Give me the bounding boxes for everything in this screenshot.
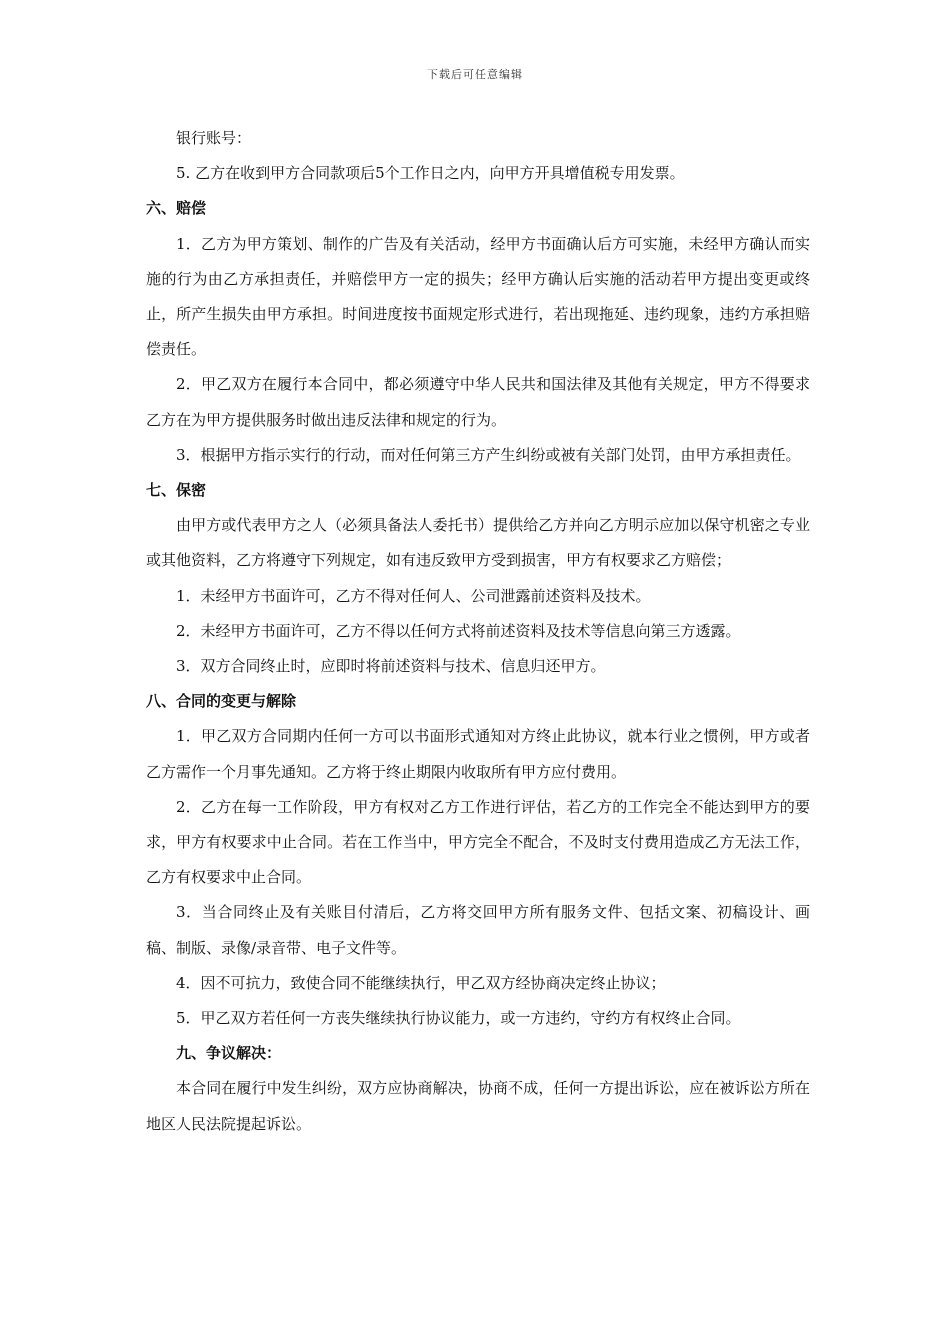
paragraph: 4．因不可抗力，致使合同不能继续执行，甲乙双方经协商决定终止协议； [176,973,666,992]
section-heading: 七、保密 [146,481,207,500]
paragraph: 银行账号： [176,129,252,147]
paragraph: 5. 乙方在收到甲方合同款项后5个工作日之内，向甲方开具增值税专用发票。 [176,164,685,183]
document-body [146,121,810,1142]
paragraph: 1．乙方为甲方策划、制作的广告及有关活动，经甲方书面确认后方可实施，未经甲方确认而实施的行为由乙方承担责任，并赔偿甲方一定的损失；经甲方确认后实施的活动若甲方提出变更或终止，所产生损失由甲方承担。时间进度按书面规定形式进行，若出现拖延、违约现象，违约方承担赔偿责任。 [146,234,810,359]
paragraph: 3．当合同终止及有关账目付清后，乙方将交回甲方所有服务文件、包括文案、初稿设计、画稿、制版、录像/录音带、电子文件等。 [146,903,810,957]
section-heading: 六、赔偿 [146,199,207,218]
paragraph: 1．未经甲方书面许可，乙方不得对任何人、公司泄露前述资料及技术。 [176,586,651,605]
section-heading: 九、争议解决： [176,1044,282,1063]
paragraph: 3．根据甲方指示实行的行动，而对任何第三方产生纠纷或被有关部门处罚，由甲方承担责任。 [176,445,801,464]
paragraph: 由甲方或代表甲方之人（必须具备法人委托书）提供给乙方并向乙方明示应加以保守机密之专业或其他资料，乙方将遵守下列规定，如有违反致甲方受到损害，甲方有权要求乙方赔偿； [146,516,810,570]
section-heading: 八、合同的变更与解除 [146,692,297,711]
paragraph: 2．乙方在每一工作阶段，甲方有权对乙方工作进行评估，若乙方的工作完全不能达到甲方的要求，甲方有权要求中止合同。若在工作当中，甲方完全不配合，不及时支付费用造成乙方无法工作，乙方有权要求中止合同。 [146,797,810,887]
paragraph: 2．甲乙双方在履行本合同中，都必须遵守中华人民共和国法律及其他有关规定，甲方不得要求乙方在为甲方提供服务时做出违反法律和规定的行为。 [146,375,810,429]
paragraph: 1．甲乙双方合同期内任何一方可以书面形式通知对方终止此协议，就本行业之惯例，甲方或者乙方需作一个月事先通知。乙方将于终止期限内收取所有甲方应付费用。 [146,727,810,781]
paragraph: 2．未经甲方书面许可，乙方不得以任何方式将前述资料及技术等信息向第三方透露。 [176,621,741,640]
paragraph: 5．甲乙双方若任何一方丧失继续执行协议能力，或一方违约，守约方有权终止合同。 [176,1009,741,1028]
paragraph: 3．双方合同终止时，应即时将前述资料与技术、信息归还甲方。 [176,657,606,676]
page-header: 下载后可任意编辑 [427,68,523,81]
paragraph: 本合同在履行中发生纠纷，双方应协商解决，协商不成，任何一方提出诉讼，应在被诉讼方所在地区人民法院提起诉讼。 [146,1079,810,1133]
